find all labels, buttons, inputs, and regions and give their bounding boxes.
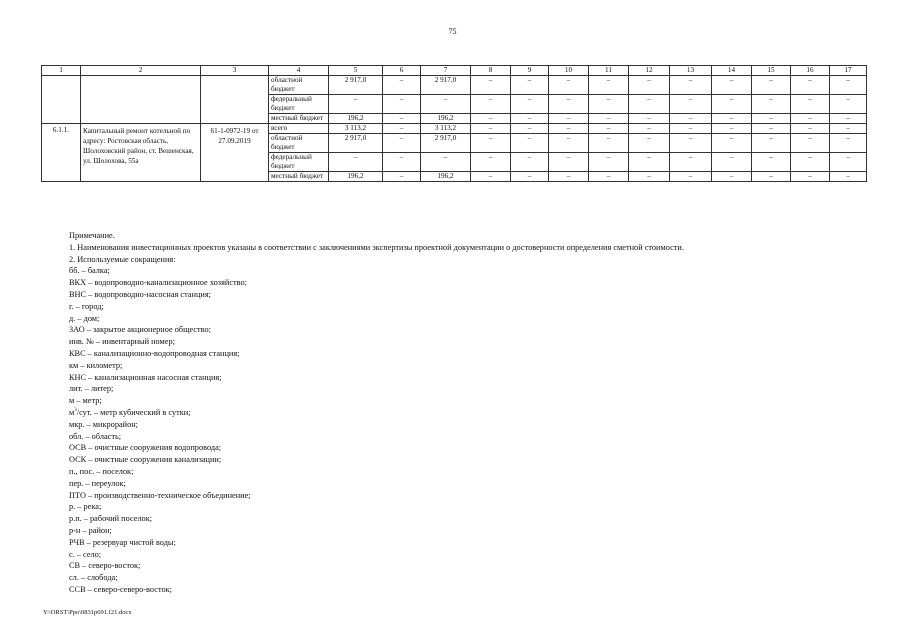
value-cell: –	[471, 134, 511, 153]
value-cell: –	[383, 95, 421, 114]
column-number-cell: 5	[329, 66, 383, 76]
abbreviation-item: ВНС – водопроводно-насосная станция;	[69, 289, 211, 299]
notes-block	[69, 230, 869, 596]
abbreviation-item: км – километр;	[69, 360, 123, 370]
value-cell: –	[830, 134, 867, 153]
value-cell: –	[471, 153, 511, 172]
value-cell: 3 113,2	[421, 124, 471, 134]
value-cell: –	[589, 172, 629, 182]
value-cell: –	[791, 172, 830, 182]
value-cell: –	[830, 153, 867, 172]
value-cell: –	[712, 124, 752, 134]
value-cell: –	[589, 153, 629, 172]
value-cell: –	[670, 95, 712, 114]
column-number-cell: 14	[712, 66, 752, 76]
value-cell: –	[589, 124, 629, 134]
value-cell: –	[383, 153, 421, 172]
value-cell: –	[670, 114, 712, 124]
abbreviation-item: ЗАО – закрытое акционерное общество;	[69, 325, 211, 335]
value-cell: –	[791, 134, 830, 153]
value-cell: –	[830, 114, 867, 124]
value-cell: –	[830, 76, 867, 95]
value-cell: –	[670, 124, 712, 134]
value-cell: –	[712, 114, 752, 124]
value-cell: –	[670, 172, 712, 182]
value-cell: –	[511, 134, 549, 153]
column-number-cell: 4	[269, 66, 329, 76]
value-cell: –	[549, 153, 589, 172]
column-number-cell: 12	[629, 66, 670, 76]
column-number-cell: 7	[421, 66, 471, 76]
value-cell: –	[511, 172, 549, 182]
value-cell: –	[471, 114, 511, 124]
column-number-cell: 1	[42, 66, 81, 76]
value-cell: –	[670, 134, 712, 153]
abbreviation-item: КВС – канализационно-водопроводная станция;	[69, 348, 240, 358]
value-cell: –	[471, 172, 511, 182]
abbreviation-item: р.п. – рабочий поселок;	[69, 514, 153, 524]
project-name-cell: Капитальный ремонт котельной по адресу: Ростовская область, Шолоховский район, ст. Вешенская, ул. Шолохова, 55а	[81, 124, 201, 182]
column-number-cell: 13	[670, 66, 712, 76]
value-cell: –	[791, 124, 830, 134]
value-cell: –	[549, 95, 589, 114]
value-cell: –	[471, 95, 511, 114]
abbreviation-list	[69, 265, 869, 595]
abbreviation-item: ОСВ – очистные сооружения водопровода;	[69, 443, 222, 453]
table-header-row	[42, 66, 867, 76]
column-number-cell: 8	[471, 66, 511, 76]
empty-cell	[42, 76, 81, 124]
column-number-cell: 2	[81, 66, 201, 76]
empty-cell	[201, 76, 269, 124]
column-number-cell: 10	[549, 66, 589, 76]
value-cell: –	[629, 134, 670, 153]
abbreviation-item: РЧВ – резервуар чистой воды;	[69, 537, 176, 547]
value-cell: 2 917,0	[329, 134, 383, 153]
column-number-cell: 9	[511, 66, 549, 76]
abbreviation-item: КНС – канализационная насосная станция;	[69, 372, 222, 382]
value-cell: –	[471, 76, 511, 95]
abbreviation-item: бб. – балка;	[69, 266, 110, 276]
value-cell: –	[629, 95, 670, 114]
value-cell: –	[511, 76, 549, 95]
value-cell: –	[712, 134, 752, 153]
budget-source-cell: местный бюджет	[269, 114, 329, 124]
abbreviation-item: р. – река;	[69, 502, 102, 512]
value-cell: 196,2	[421, 172, 471, 182]
abbreviation-item: ПТО – производственно-техническое объединение;	[69, 490, 251, 500]
project-number-cell: 6.1.1.	[42, 124, 81, 182]
value-cell: –	[549, 76, 589, 95]
abbreviation-item: СВ – северо-восток;	[69, 561, 141, 571]
value-cell: –	[670, 153, 712, 172]
value-cell: 3 113,2	[329, 124, 383, 134]
value-cell: –	[752, 134, 791, 153]
abbreviation-item: сл. – слобода;	[69, 573, 118, 583]
value-cell: –	[830, 95, 867, 114]
value-cell: –	[511, 124, 549, 134]
value-cell: –	[670, 76, 712, 95]
column-number-cell: 17	[830, 66, 867, 76]
value-cell: –	[712, 172, 752, 182]
abbreviation-item: лит. – литер;	[69, 384, 114, 394]
value-cell: –	[549, 134, 589, 153]
abbreviation-item: п., пос. – поселок;	[69, 466, 134, 476]
budget-source-cell: областной бюджет	[269, 134, 329, 153]
notes-title: Примечание.	[69, 231, 115, 240]
value-cell: –	[830, 124, 867, 134]
value-cell: –	[791, 114, 830, 124]
value-cell: –	[383, 114, 421, 124]
abbreviation-item: д. – дом;	[69, 313, 100, 323]
value-cell: –	[383, 76, 421, 95]
value-cell: –	[752, 76, 791, 95]
abbreviation-item: м – метр;	[69, 396, 102, 406]
abbreviation-item: пер. – переулок;	[69, 478, 126, 488]
file-path-footer: Y:\ORST\Ppo\0831p691.f21.docx	[43, 609, 132, 616]
value-cell: –	[511, 95, 549, 114]
table-row	[42, 124, 867, 134]
value-cell: –	[712, 95, 752, 114]
value-cell: –	[629, 76, 670, 95]
column-number-cell: 15	[752, 66, 791, 76]
value-cell: 2 917,0	[421, 76, 471, 95]
value-cell: –	[383, 172, 421, 182]
value-cell: –	[329, 153, 383, 172]
value-cell: –	[791, 76, 830, 95]
column-number-cell: 16	[791, 66, 830, 76]
value-cell: –	[511, 153, 549, 172]
budget-source-cell: местный бюджет	[269, 172, 329, 182]
empty-cell	[81, 76, 201, 124]
investment-projects-table	[41, 65, 867, 182]
value-cell: –	[383, 124, 421, 134]
value-cell: –	[471, 124, 511, 134]
value-cell: –	[421, 95, 471, 114]
abbreviation-item: мкр. – микрорайон;	[69, 419, 138, 429]
value-cell: –	[549, 114, 589, 124]
conclusion-cell: 61-1-0972-19 от 27.09.2019	[201, 124, 269, 182]
value-cell: –	[752, 172, 791, 182]
value-cell: –	[383, 134, 421, 153]
value-cell: –	[752, 114, 791, 124]
value-cell: –	[589, 134, 629, 153]
value-cell: –	[329, 95, 383, 114]
value-cell: 2 917,0	[329, 76, 383, 95]
value-cell: –	[421, 153, 471, 172]
notes-point-2: 2. Используемые сокращения:	[69, 254, 176, 264]
abbreviation-item: инв. № – инвентарный номер;	[69, 337, 175, 347]
value-cell: –	[791, 153, 830, 172]
value-cell: –	[712, 153, 752, 172]
value-cell: 196,2	[329, 114, 383, 124]
value-cell: –	[629, 114, 670, 124]
value-cell: –	[589, 114, 629, 124]
budget-source-cell: федеральный бюджет	[269, 153, 329, 172]
abbreviation-item: ССВ – северо-северо-восток;	[69, 584, 172, 594]
column-number-cell: 3	[201, 66, 269, 76]
abbreviation-item: г. – город;	[69, 301, 104, 311]
abbreviation-item: ОСК – очистные сооружения канализации;	[69, 455, 222, 465]
column-number-cell: 11	[589, 66, 629, 76]
notes-point-1: 1. Наименования инвестиционных проектов указаны в соответствии с заключениями экспертизы проектной документации о достоверности определения сметной стоимости.	[69, 242, 684, 252]
column-number-cell: 6	[383, 66, 421, 76]
value-cell: –	[752, 124, 791, 134]
value-cell: –	[589, 76, 629, 95]
value-cell: –	[629, 172, 670, 182]
value-cell: –	[511, 114, 549, 124]
budget-source-cell: федеральный бюджет	[269, 95, 329, 114]
value-cell: –	[549, 124, 589, 134]
abbreviation-item: р-н – район;	[69, 525, 112, 535]
value-cell: –	[629, 153, 670, 172]
value-cell: 196,2	[421, 114, 471, 124]
value-cell: –	[589, 95, 629, 114]
abbreviation-item: $м^3$/сут. – метр кубический в сутки;	[69, 407, 191, 417]
value-cell: –	[830, 172, 867, 182]
value-cell: –	[791, 95, 830, 114]
value-cell: 196,2	[329, 172, 383, 182]
page-number: 75	[448, 27, 457, 36]
table-row	[42, 76, 867, 95]
abbreviation-item: обл. – область;	[69, 431, 122, 441]
value-cell: 2 917,0	[421, 134, 471, 153]
value-cell: –	[549, 172, 589, 182]
value-cell: –	[752, 95, 791, 114]
budget-source-cell: всего	[269, 124, 329, 134]
value-cell: –	[629, 124, 670, 134]
abbreviation-item: ВКХ – водопроводно-канализационное хозяйство;	[69, 278, 247, 288]
value-cell: –	[712, 76, 752, 95]
abbreviation-item: с. – село;	[69, 549, 102, 559]
budget-source-cell: областной бюджет	[269, 76, 329, 95]
value-cell: –	[752, 153, 791, 172]
